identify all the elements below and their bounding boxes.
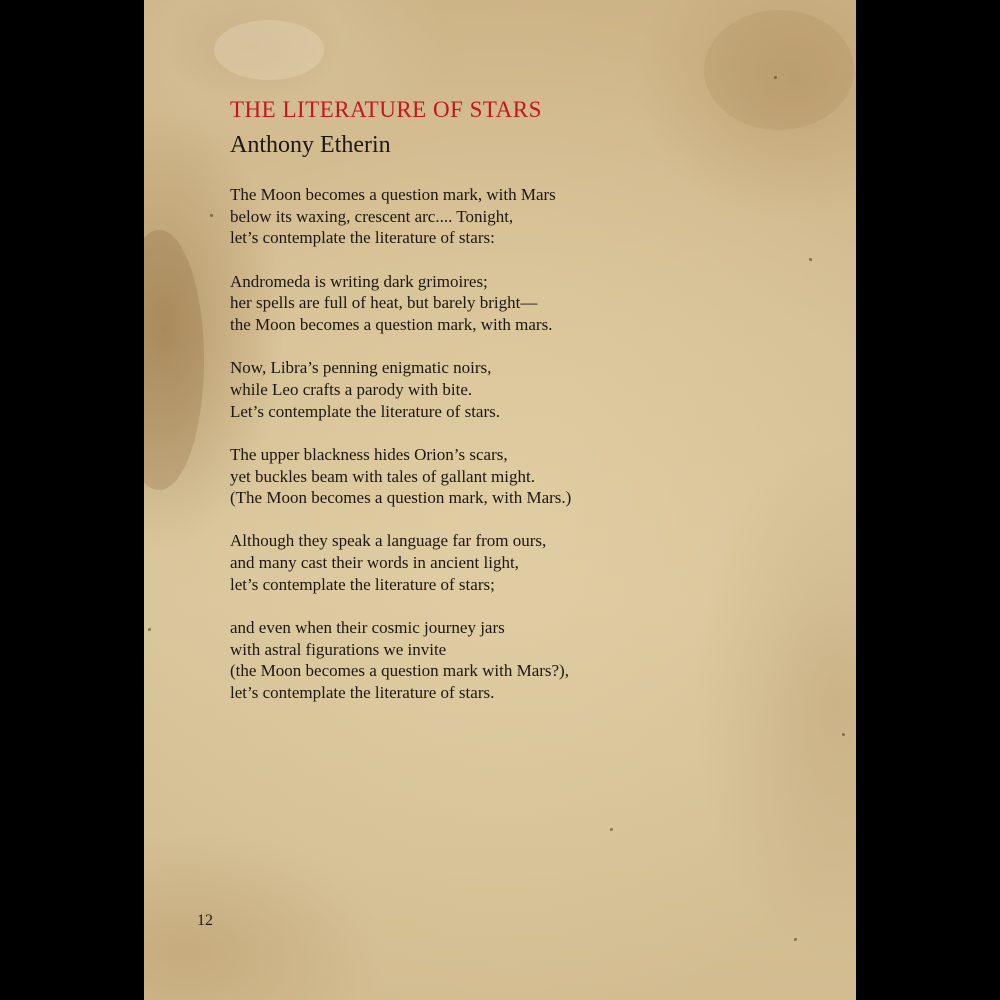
poem-line: (the Moon becomes a question mark with Mars?), [230,661,569,681]
poem [230,92,790,725]
poem-line: Although they speak a language far from ours, [230,531,547,551]
poem-author: Anthony Etherin [230,132,391,158]
paper-speck [210,214,213,217]
stanza [230,184,790,249]
poem-line: below its waxing, crescent arc.... Tonight, [230,206,514,226]
poem-line: and many cast their words in ancient light, [230,553,519,573]
poem-line: Andromeda is writing dark grimoires; [230,271,488,291]
paper-speck [842,733,845,736]
stanza [230,271,790,336]
poem-line: (The Moon becomes a question mark, with Mars.) [230,488,572,508]
poem-line: Let’s contemplate the literature of stars. [230,401,501,421]
poem-line: while Leo crafts a parody with bite. [230,379,473,399]
poem-line: The upper blackness hides Orion’s scars, [230,444,508,464]
poem-title: THE LITERATURE OF STARS [230,97,542,122]
poem-line: with astral figurations we invite [230,639,447,659]
poem-line: the Moon becomes a question mark, with mars. [230,315,553,335]
page-number: 12 [197,912,213,929]
poem-line: let’s contemplate the literature of stars: [230,228,495,248]
paper-stain [144,230,204,490]
poem-line: Now, Libra’s penning enigmatic noirs, [230,358,492,378]
paper-stain [214,20,324,80]
poem-line: and even when their cosmic journey jars [230,618,505,638]
poem-line: let’s contemplate the literature of stars. [230,683,495,703]
poem-line: her spells are full of heat, but barely bright— [230,293,538,313]
stanza [230,444,790,509]
stanza [230,617,790,704]
stanza [230,530,790,595]
poem-line: let’s contemplate the literature of stars; [230,574,495,594]
poem-line: The Moon becomes a question mark, with Mars [230,185,556,204]
paper-speck [610,828,613,831]
paper-speck [148,628,151,631]
poem-line: yet buckles beam with tales of gallant might. [230,466,535,486]
paper-speck [774,76,777,79]
stanza [230,357,790,422]
paper-speck [809,258,812,261]
parchment-page [144,0,856,1000]
paper-speck [794,938,797,941]
